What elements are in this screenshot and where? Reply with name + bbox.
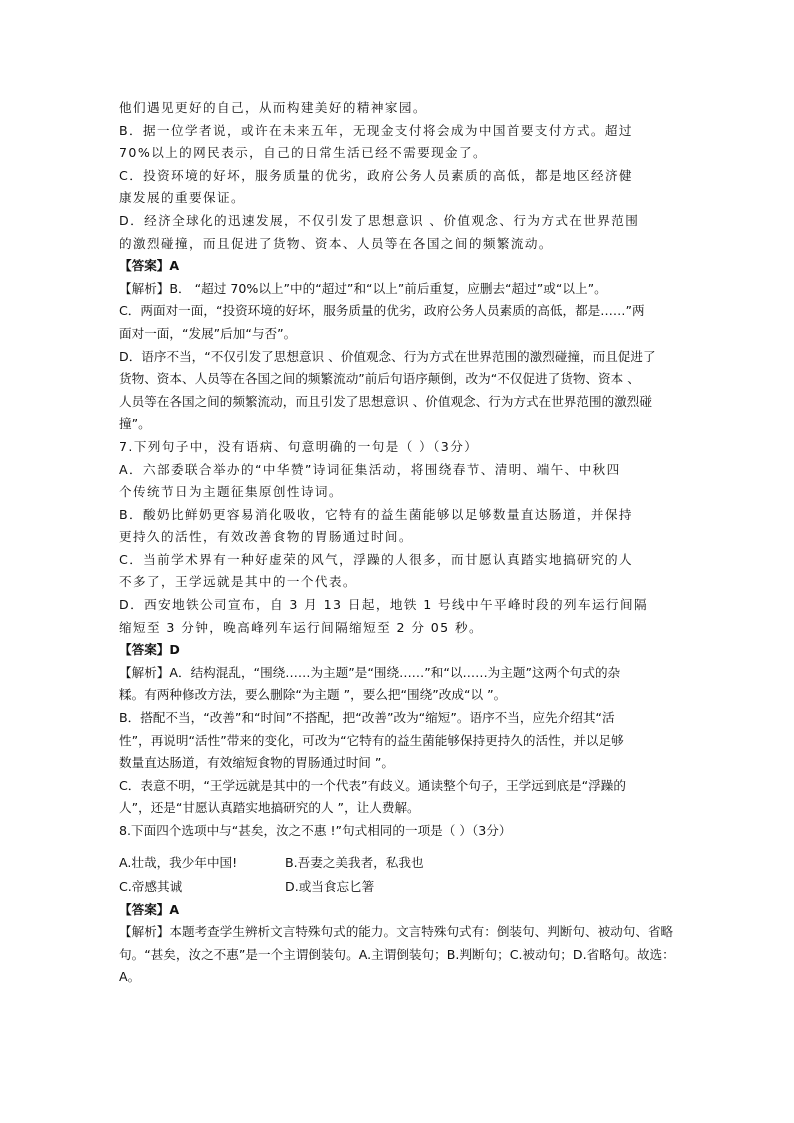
answer-label: 【答案】A <box>119 901 180 917</box>
document-body <box>119 97 687 989</box>
question-7-option-b: B．酸奶比鲜奶更容易消化吸收，它特有的益生菌能够以足够数量直达肠道，并保持 <box>119 506 633 522</box>
analysis-line: A。 <box>119 969 141 985</box>
analysis-line: C．表意不明，“王学远就是其中的一个代表”有歧义。通读整个句子，王学远到底是“浮躁的 <box>119 777 626 793</box>
question-7-option-c: C．当前学术界有一种好虚荣的风气，浮躁的人很多，而甘愿认真踏实地搞研究的人 <box>119 551 633 567</box>
analysis-line: 【解析】A．结构混乱，“围绕……为主题”是“围绕……”和“以……为主题”这两个句式的杂 <box>119 664 621 680</box>
analysis-line: 人员等在各国之间的频繁流动，而且引发了思想意识 、价值观念、行为方式在世界范围的激烈碰 <box>119 393 652 409</box>
question-7-option-a: A．六部委联合举办的“中华赞”诗词征集活动，将围绕春节、清明、端午、中秋四 <box>119 461 621 477</box>
question-7-line: 个传统节日为主题征集原创性诗词。 <box>119 484 343 500</box>
passage-option-b: B．据一位学者说，或许在未来五年，无现金支付将会成为中国首要支付方式。超过 <box>119 122 633 138</box>
passage-option-c: C．投资环境的好坏，服务质量的优劣，政府公务人员素质的高低，都是地区经济健 <box>119 167 633 183</box>
analysis-line: 糅。有两种修改方法，要么删除“为主题 ”，要么把“围绕”改成“以 ”。 <box>119 687 507 703</box>
analysis-line: 撞”。 <box>119 416 151 432</box>
passage-line: 他们遇见更好的自己，从而构建美好的精神家园。 <box>119 100 427 115</box>
analysis-line: 人”，还是“甘愿认真踏实地搞研究的人 ”，让人费解。 <box>119 800 420 816</box>
question-8-option-b: B.吾妻之美我者，私我也 <box>285 854 424 870</box>
question-8-option-c: C.帝感其诚 <box>119 878 183 894</box>
analysis-line: 货物、资本、人员等在各国之间的频繁流动”前后句语序颠倒，改为“不仅促进了货物、资本 、 <box>119 371 640 387</box>
passage-line: 康发展的重要保证。 <box>119 190 245 206</box>
question-7-stem: 7.下列句子中，没有语病、句意明确的一句是（ ）（3分） <box>119 438 479 454</box>
analysis-line: B．搭配不当，“改善”和“时间”不搭配，把“改善”改为“缩短”。语序不当，应先介绍其“活 <box>119 710 615 726</box>
passage-option-d: D．经济全球化的迅速发展，不仅引发了思想意识 、价值观念、行为方式在世界范围 <box>119 212 640 228</box>
analysis-line: D．语序不当，“不仅引发了思想意识 、价值观念、行为方式在世界范围的激烈碰撞，而且促进了 <box>119 348 656 364</box>
question-7-option-d: D．西安地铁公司宣布，自 3 月 13 日起，地铁 1 号线中午平峰时段的列车运行间隔 <box>119 597 648 613</box>
question-7-line: 更持久的活性，有效改善食物的胃肠通过时间。 <box>119 529 413 545</box>
analysis-line: 面对一面，“发展”后加“与否”。 <box>119 325 297 341</box>
answer-label: 【答案】A <box>119 258 180 274</box>
analysis-line: 【解析】本题考查学生辨析文言特殊句式的能力。文言特殊句式有：倒装句、判断句、被动句、省略 <box>119 924 674 940</box>
answer-label: 【答案】D <box>119 642 180 658</box>
question-8-option-a: A.壮哉，我少年中国! <box>119 854 238 870</box>
question-8-stem: 8.下面四个选项中与“甚矣，汝之不惠 !”句式相同的一项是（ ）（3分） <box>119 823 512 838</box>
analysis-line: 性”，再说明“活性”带来的变化，可改为“它特有的益生菌能够保持更持久的活性，并以足够 <box>119 732 624 748</box>
analysis-line: C．两面对一面，“投资环境的好坏，服务质量的优劣，政府公务人员素质的高低，都是……”两 <box>119 303 645 319</box>
question-8-option-d: D.或当食忘匕箸 <box>285 878 375 894</box>
analysis-line: 数量直达肠道，有效缩短食物的胃肠通过时间 ”。 <box>119 755 394 771</box>
question-7-line: 缩短至 3 分钟，晚高峰列车运行间隔缩短至 2 分 05 秒。 <box>119 619 483 635</box>
analysis-line: 【解析】B． “超过 70%以上”中的“超过”和“以上”前后重复，应删去“超过”或“以上”。 <box>119 280 607 296</box>
question-8-options-row <box>119 875 687 899</box>
analysis-line: 句。“甚矣，汝之不惠”是一个主谓倒装句。A.主谓倒装句；B.判断句；C.被动句；D.省略句。故选： <box>119 946 675 962</box>
passage-line: 的激烈碰撞，而且促进了货物、资本、人员等在各国之间的频繁流动。 <box>119 235 553 251</box>
question-7-line: 不多了，王学远就是其中的一个代表。 <box>119 574 357 590</box>
spacer <box>119 843 687 851</box>
question-8-options-row <box>119 851 687 875</box>
passage-line: 70%以上的网民表示，自己的日常生活已经不需要现金了。 <box>119 145 488 161</box>
